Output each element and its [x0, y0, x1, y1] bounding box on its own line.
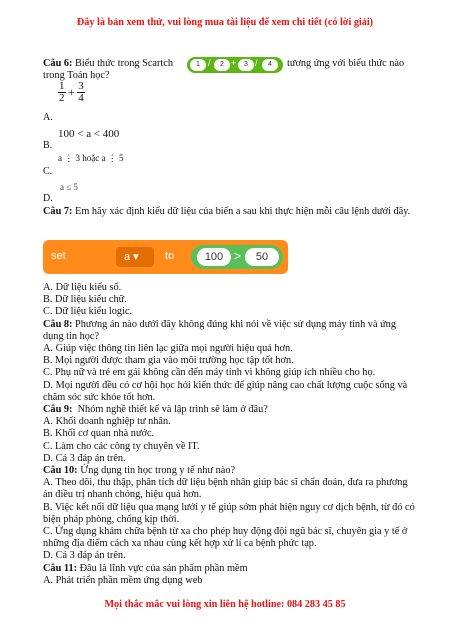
q11-question — [43, 563, 418, 575]
q9-option-c[interactable]: C. Làm cho các công ty chuyên về IT. — [43, 440, 200, 452]
q7-option-a[interactable]: A. Dữ liệu kiểu số. — [43, 282, 122, 293]
q6-option-d-expression: a ≤ 5 — [60, 182, 78, 192]
q6-scratch-expression-block — [187, 57, 283, 73]
q10-option-d[interactable]: D. Cả 3 đáp án trên. — [43, 550, 126, 562]
q7-block-left-value: 100 — [197, 248, 231, 266]
q6-a-numerator-1: 1 — [59, 80, 65, 92]
q7-block-operator: > — [234, 249, 242, 263]
q6-block-op-1: / — [208, 58, 211, 68]
q6-option-d[interactable]: D. — [43, 193, 53, 204]
q8-label: Câu 8: — [43, 318, 73, 330]
q9-option-d[interactable]: D. Cả 3 đáp án trên. — [43, 452, 126, 464]
q8-option-d[interactable]: D. Mọi người đều có cơ hội học hỏi kiến thức để giúp nâng cao chất lượng cuộc sống và chăm sóc sức khỏe tốt hơn. — [43, 379, 408, 403]
q6-block-value-4: 4 — [262, 59, 278, 71]
q6-option-b-expression: 100 < a < 400 — [58, 128, 120, 140]
q7-option-b[interactable]: B. Dữ liệu kiểu chữ. — [43, 294, 127, 306]
q10-option-a[interactable]: A. Theo dõi, thu thập, phân tích dữ liệu bệnh nhân giúp bác sĩ chẩn đoán, đưa ra phương án điều trị nhanh chóng, hiệu quả hơn. — [43, 477, 408, 501]
q10-option-b[interactable]: B. Việc kết nối dữ liệu qua mạng lưới y tế giúp sớm phát hiện nguy cơ dịch bệnh, từ đó có biện pháp phòng, chống kịp thời. — [43, 501, 415, 525]
q7-block-right-value: 50 — [245, 248, 279, 266]
q6-text-before: Biểu thức trong Scartch — [75, 58, 173, 69]
q10-label: Câu 10: — [43, 465, 78, 477]
q10-question — [43, 465, 418, 477]
q6-text-line2: trong Toán học? — [43, 70, 110, 82]
q6-option-b[interactable]: B. — [43, 140, 53, 151]
q7-set-variable-block — [43, 240, 288, 274]
q7-block-set: set — [51, 250, 66, 262]
q9-option-a[interactable]: A. Khối doanh nghiệp tư nhân. — [43, 416, 171, 428]
q7-block-comparison — [191, 245, 283, 269]
q6-block-op-2: + — [231, 58, 237, 68]
q6-a-denominator-1: 2 — [59, 92, 65, 104]
q6-option-a[interactable]: A. — [43, 112, 53, 123]
q10-text: Ứng dụng tin học trong y tế như nào? — [80, 465, 236, 477]
q8-option-b[interactable]: B. Mọi người được tham gia vào môi trường học tập tốt hơn. — [43, 355, 294, 367]
q7-option-c[interactable]: C. Dữ liệu kiểu logic. — [43, 306, 133, 318]
q7-options — [43, 282, 418, 587]
q6-block-value-1: 1 — [190, 59, 206, 71]
q10-option-c[interactable]: C. Ứng dụng khám chữa bệnh từ xa cho phép huy động đội ngũ bác sĩ, chuyên gia y tế ở những địa điểm cách xa nhau cùng kết hợp xử lí ca bệnh phức tạp. — [43, 526, 408, 550]
q9-label: Câu 9: — [43, 404, 73, 416]
q7-label: Câu 7: — [43, 206, 73, 217]
q7-block-to: to — [165, 250, 175, 262]
q8-text: Phương án nào dưới đây không đúng khi nói về việc sử dụng máy tính và ứng dụng tin học? — [43, 318, 396, 342]
q6-text-after: tương ứng với biểu thức nào — [287, 58, 405, 69]
q7-text: Em hãy xác định kiểu dữ liệu của biến a sau khi thực hiện mỗi câu lệnh dưới đây. — [75, 206, 411, 217]
q6-block-op-3: / — [255, 58, 258, 68]
q6-a-denominator-2: 4 — [78, 92, 84, 104]
q6-label: Câu 6: — [43, 58, 73, 69]
preview-banner: Đây là bản xem thử, vui lòng mua tài liệu để xem chi tiết (có lời giải) — [76, 17, 374, 28]
q6-a-plus: + — [68, 85, 75, 99]
q9-text: Nhóm nghề thiết kế và lập trình sẽ làm ở đâu? — [77, 404, 268, 416]
q6-option-a-fraction — [58, 81, 85, 104]
q11-option-a[interactable]: A. Phát triển phần mềm ứng dụng web — [43, 574, 203, 586]
q9-question — [43, 404, 418, 416]
q11-label: Câu 11: — [43, 562, 78, 574]
q6-block-value-3: 3 — [238, 59, 254, 71]
q6-a-numerator-2: 3 — [78, 80, 84, 92]
q9-option-b[interactable]: B. Khối cơ quan nhà nước. — [43, 428, 155, 440]
question-7 — [43, 206, 418, 218]
hotline-footer: Mọi thắc mắc vui lòng xin liên hệ hotline: 084 283 45 85 — [104, 599, 346, 610]
q6-option-c[interactable]: C. — [43, 166, 53, 177]
q8-question — [43, 319, 418, 343]
q6-block-value-2: 2 — [214, 59, 230, 71]
q8-option-c[interactable]: C. Phụ nữ và trẻ em gái không cần đến máy tính vì không giúp ích nhiều cho họ. — [43, 367, 376, 379]
q8-option-a[interactable]: A. Giúp việc thông tin liên lạc giữa mọi người hiệu quả hơn. — [43, 343, 293, 355]
q7-block-variable-dropdown: a ▾ — [116, 247, 154, 267]
q11-text: Đâu là lĩnh vực của sản phẩm phần mềm — [79, 562, 248, 574]
q6-option-c-expression: a ⋮ 3 hoặc a ⋮ 5 — [58, 153, 124, 163]
